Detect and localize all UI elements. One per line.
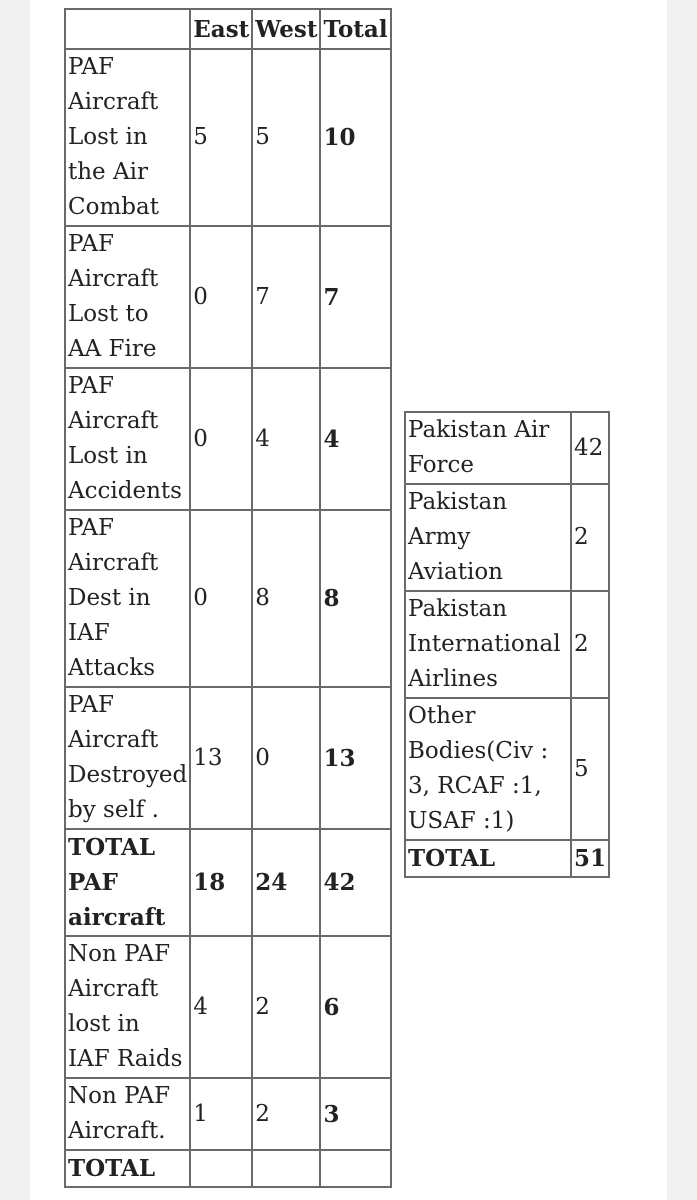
table-row xyxy=(65,936,391,1078)
east-value: 1 xyxy=(190,1078,252,1150)
west-value: 5 xyxy=(252,49,320,226)
total-value: 7 xyxy=(320,226,390,368)
losses-table xyxy=(64,8,392,1188)
summary-label: Pakistan Air Force xyxy=(405,412,571,484)
row-label: PAF Aircraft Dest in IAF Attacks xyxy=(65,510,190,687)
table-row xyxy=(405,412,609,484)
row-label: PAF Aircraft Lost in Accidents xyxy=(65,368,190,510)
west-value: 2 xyxy=(252,936,320,1078)
summary-value: 51 xyxy=(571,840,609,877)
row-label: TOTAL xyxy=(65,1150,190,1187)
east-value: 0 xyxy=(190,510,252,687)
row-label: PAF Aircraft Lost in the Air Combat xyxy=(65,49,190,226)
east-value: 13 xyxy=(190,687,252,829)
west-value: 0 xyxy=(252,687,320,829)
summary-value: 42 xyxy=(571,412,609,484)
table-row xyxy=(65,1078,391,1150)
header-total: Total xyxy=(320,9,390,49)
summary-label: TOTAL xyxy=(405,840,571,877)
table-row xyxy=(405,698,609,840)
summary-label: Other Bodies(Civ : 3, RCAF :1, USAF :1) xyxy=(405,698,571,840)
row-label: TOTAL PAF aircraft xyxy=(65,829,190,936)
west-value: 2 xyxy=(252,1078,320,1150)
total-value: 10 xyxy=(320,49,390,226)
table-row xyxy=(405,591,609,698)
summary-table xyxy=(404,411,610,878)
west-value xyxy=(252,1150,320,1187)
table-row xyxy=(65,368,391,510)
summary-total-row xyxy=(405,840,609,877)
table-row xyxy=(65,226,391,368)
summary-label: Pakistan International Airlines xyxy=(405,591,571,698)
summary-value: 2 xyxy=(571,591,609,698)
total-value: 3 xyxy=(320,1078,390,1150)
total-value: 4 xyxy=(320,368,390,510)
total-value: 8 xyxy=(320,510,390,687)
header-empty xyxy=(65,9,190,49)
table-header-row xyxy=(65,9,391,49)
summary-label: Pakistan Army Aviation xyxy=(405,484,571,591)
west-value: 4 xyxy=(252,368,320,510)
row-label: Non PAF Aircraft lost in IAF Raids xyxy=(65,936,190,1078)
east-value: 0 xyxy=(190,226,252,368)
west-value: 8 xyxy=(252,510,320,687)
total-row xyxy=(65,1150,391,1187)
east-value: 5 xyxy=(190,49,252,226)
header-west: West xyxy=(252,9,320,49)
east-value: 4 xyxy=(190,936,252,1078)
total-paf-row xyxy=(65,829,391,936)
table-row xyxy=(65,510,391,687)
total-value: 13 xyxy=(320,687,390,829)
header-east: East xyxy=(190,9,252,49)
total-value: 42 xyxy=(320,829,390,936)
total-value: 6 xyxy=(320,936,390,1078)
east-value xyxy=(190,1150,252,1187)
east-value: 0 xyxy=(190,368,252,510)
west-value: 7 xyxy=(252,226,320,368)
table-row xyxy=(65,49,391,226)
table-row xyxy=(65,687,391,829)
total-value xyxy=(320,1150,390,1187)
summary-value: 2 xyxy=(571,484,609,591)
table-row xyxy=(405,484,609,591)
west-value: 24 xyxy=(252,829,320,936)
summary-value: 5 xyxy=(571,698,609,840)
east-value: 18 xyxy=(190,829,252,936)
row-label: PAF Aircraft Destroyed by self . xyxy=(65,687,190,829)
row-label: Non PAF Aircraft. xyxy=(65,1078,190,1150)
row-label: PAF Aircraft Lost to AA Fire xyxy=(65,226,190,368)
